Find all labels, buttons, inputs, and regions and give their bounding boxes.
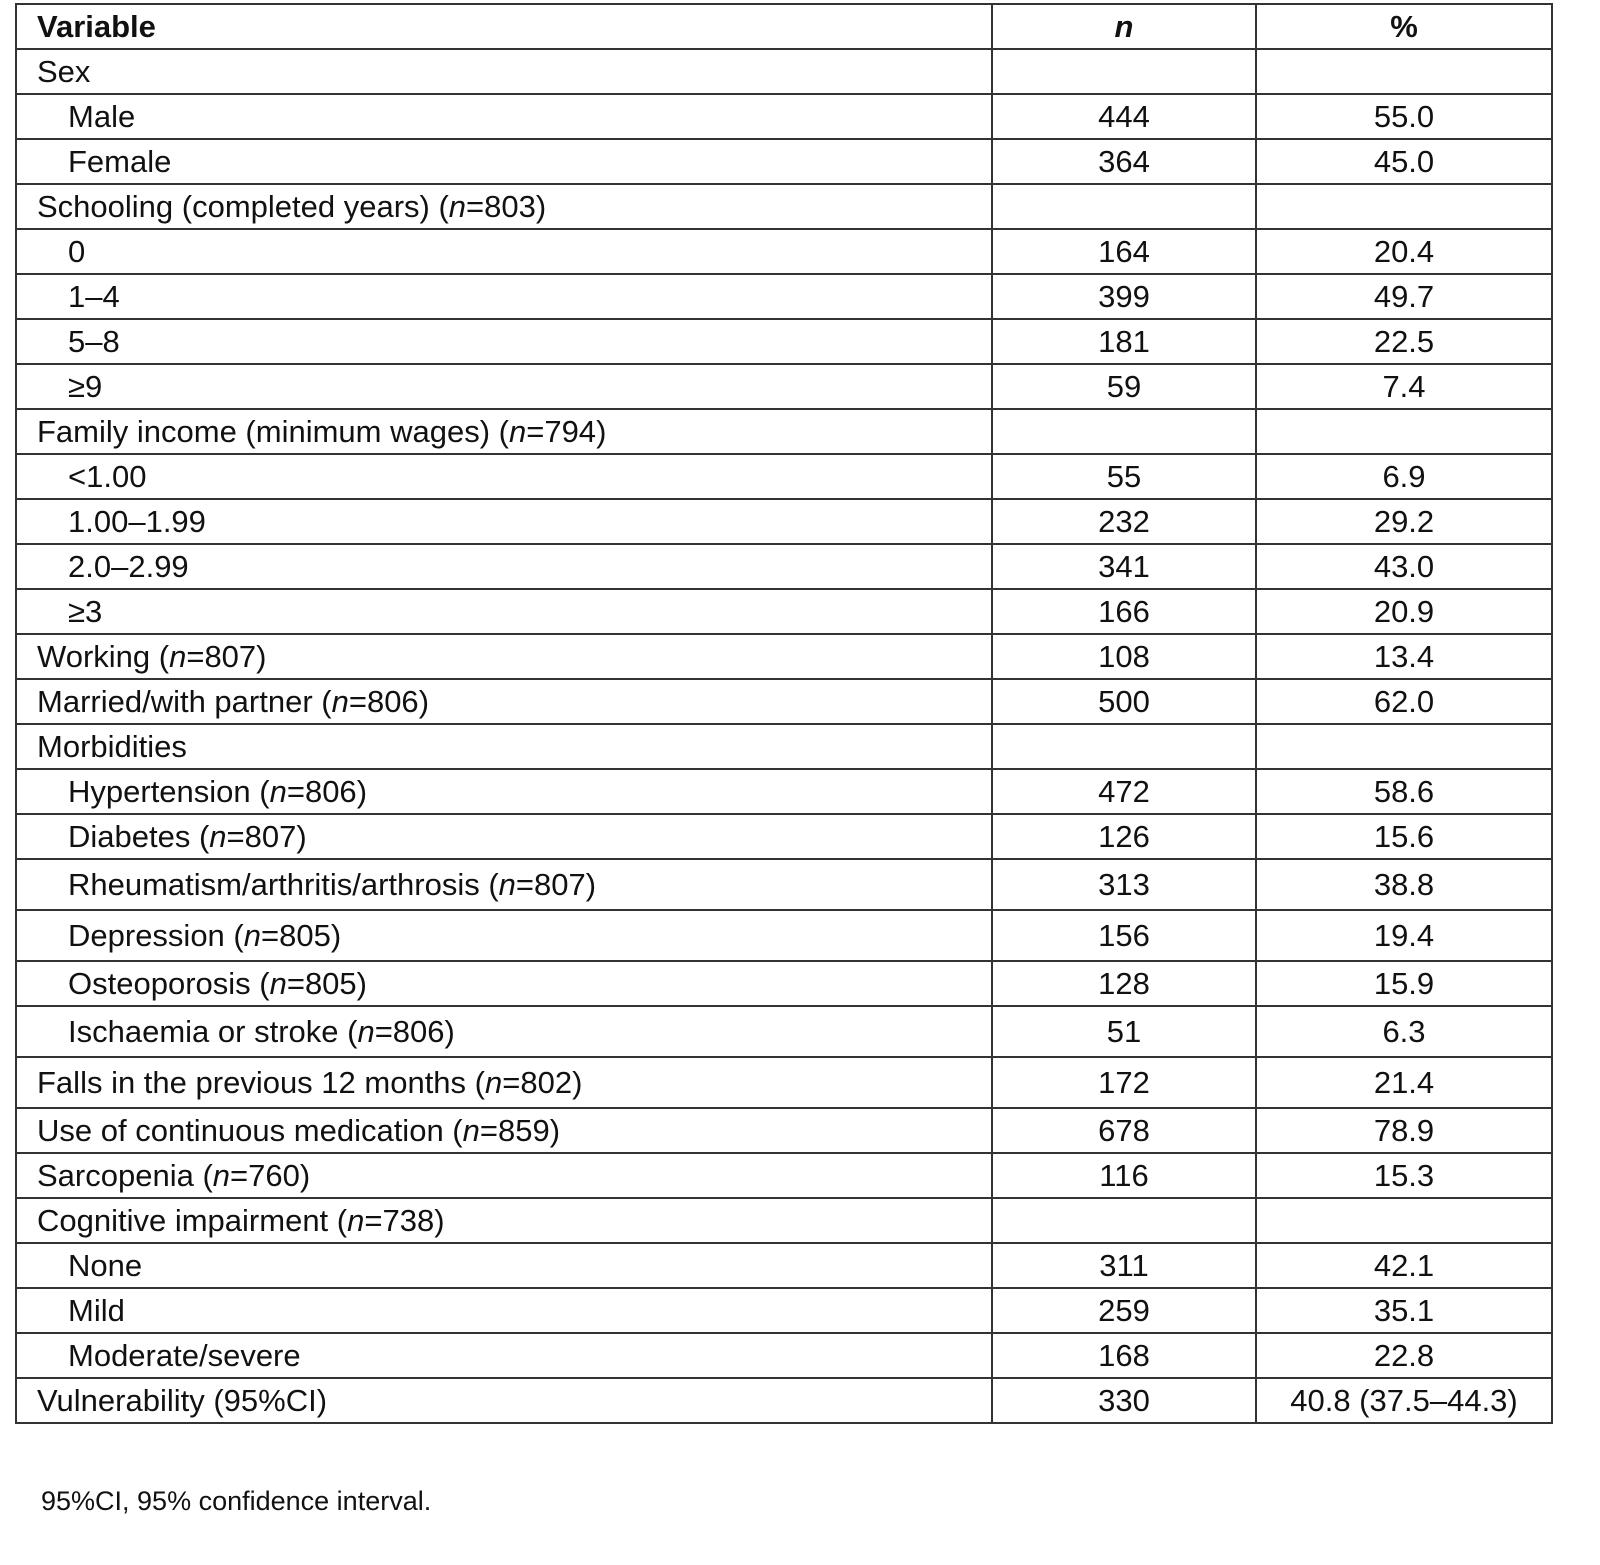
row-n: 116	[992, 1153, 1256, 1198]
row-label	[16, 544, 992, 589]
row-percent	[1256, 49, 1552, 94]
row-n: 500	[992, 679, 1256, 724]
row-percent: 35.1	[1256, 1288, 1552, 1333]
row-n: 172	[992, 1057, 1256, 1108]
table-body	[16, 49, 1552, 1423]
row-sample-size: 794	[544, 414, 597, 449]
row-sample-size: 806	[392, 1014, 445, 1049]
row-n: 259	[992, 1288, 1256, 1333]
row-label-text: 0	[68, 234, 86, 269]
row-label	[16, 274, 992, 319]
row-label	[16, 229, 992, 274]
row-sample-size: 807	[244, 819, 297, 854]
row-percent	[1256, 1198, 1552, 1243]
row-percent: 20.9	[1256, 589, 1552, 634]
n-symbol: n	[209, 819, 227, 854]
row-n: 181	[992, 319, 1256, 364]
row-label-text: Cognitive impairment	[37, 1203, 329, 1238]
row-percent: 13.4	[1256, 634, 1552, 679]
table-row	[16, 1006, 1552, 1057]
row-label-text: Depression	[68, 918, 225, 953]
row-percent: 43.0	[1256, 544, 1552, 589]
row-n	[992, 409, 1256, 454]
table-row	[16, 229, 1552, 274]
table-row	[16, 1198, 1552, 1243]
row-n	[992, 184, 1256, 229]
row-percent: 29.2	[1256, 499, 1552, 544]
n-symbol: n	[212, 1158, 231, 1193]
row-sample-size: 806	[304, 774, 357, 809]
table-row	[16, 859, 1552, 910]
row-label-text: Moderate/severe	[68, 1338, 301, 1373]
row-label-text: Hypertension	[68, 774, 251, 809]
row-n: 55	[992, 454, 1256, 499]
row-label	[16, 589, 992, 634]
row-label-text: Falls in the previous 12 months	[37, 1065, 467, 1100]
row-percent: 55.0	[1256, 94, 1552, 139]
table-row	[16, 679, 1552, 724]
row-label-text: Family income (minimum wages)	[37, 414, 491, 449]
row-label	[16, 94, 992, 139]
table-row	[16, 499, 1552, 544]
n-symbol: n	[508, 414, 527, 449]
row-sample-size: 805	[304, 966, 357, 1001]
n-symbol: n	[269, 966, 287, 1001]
row-label: Schooling (completed years) (n=803)	[16, 184, 992, 229]
row-n	[992, 724, 1256, 769]
row-percent: 45.0	[1256, 139, 1552, 184]
row-n: 156	[992, 910, 1256, 961]
row-n	[992, 49, 1256, 94]
row-n	[992, 1198, 1256, 1243]
row-sample-size: 806	[366, 684, 419, 719]
row-n: 341	[992, 544, 1256, 589]
row-label: Depression (n=805)	[16, 910, 992, 961]
row-percent	[1256, 184, 1552, 229]
table-footnote: 95%CI, 95% confidence interval.	[41, 1486, 432, 1516]
row-label-text: Mild	[68, 1293, 125, 1328]
row-label-text: 2.0–2.99	[68, 549, 189, 584]
row-label: Use of continuous medication (n=859)	[16, 1108, 992, 1153]
table-row	[16, 319, 1552, 364]
row-label: Hypertension (n=806)	[16, 769, 992, 814]
table-row	[16, 1333, 1552, 1378]
n-symbol: n	[462, 1113, 480, 1148]
row-n: 168	[992, 1333, 1256, 1378]
table-row	[16, 454, 1552, 499]
row-n: 59	[992, 364, 1256, 409]
row-n: 330	[992, 1378, 1256, 1423]
row-percent: 7.4	[1256, 364, 1552, 409]
table-row	[16, 409, 1552, 454]
row-percent: 15.3	[1256, 1153, 1552, 1198]
row-n: 444	[992, 94, 1256, 139]
row-label: Cognitive impairment (n=738)	[16, 1198, 992, 1243]
row-label	[16, 1333, 992, 1378]
n-symbol: n	[485, 1065, 503, 1100]
row-sample-size: 803	[484, 189, 536, 224]
table-row	[16, 49, 1552, 94]
row-label-text: Morbidities	[37, 729, 187, 764]
n-symbol: n	[347, 1203, 365, 1238]
row-label-text: Rheumatism/arthritis/arthrosis	[68, 867, 480, 902]
row-label-text: Married/with partner	[37, 684, 313, 719]
row-label	[16, 499, 992, 544]
n-symbol: n	[331, 684, 349, 719]
row-label-text: Ischaemia or stroke	[68, 1014, 339, 1049]
row-label: Rheumatism/arthritis/arthrosis (n=807)	[16, 859, 992, 910]
row-label	[16, 724, 992, 769]
row-n: 128	[992, 961, 1256, 1006]
row-n: 126	[992, 814, 1256, 859]
row-label	[16, 364, 992, 409]
characteristics-table	[15, 3, 1553, 1424]
row-label-text: Use of continuous medication	[37, 1113, 444, 1148]
n-symbol: n	[357, 1014, 375, 1049]
table-row	[16, 910, 1552, 961]
row-sample-size: 859	[497, 1113, 550, 1148]
table-row	[16, 1378, 1552, 1423]
row-label-text: ≥9	[68, 369, 103, 404]
table-row	[16, 1108, 1552, 1153]
row-label: Sarcopenia (n=760)	[16, 1153, 992, 1198]
table-row	[16, 544, 1552, 589]
n-symbol: n	[269, 774, 287, 809]
row-percent: 42.1	[1256, 1243, 1552, 1288]
table-row	[16, 1057, 1552, 1108]
row-percent: 19.4	[1256, 910, 1552, 961]
row-percent: 6.9	[1256, 454, 1552, 499]
row-label: Diabetes (n=807)	[16, 814, 992, 859]
table-row	[16, 1243, 1552, 1288]
row-label	[16, 139, 992, 184]
n-symbol: n	[169, 639, 187, 674]
row-n: 232	[992, 499, 1256, 544]
row-label-text: 1–4	[68, 279, 120, 314]
row-label-text: 1.00–1.99	[68, 504, 206, 539]
row-label: Osteoporosis (n=805)	[16, 961, 992, 1006]
row-sample-size: 807	[204, 639, 257, 674]
row-label-text: Sarcopenia	[37, 1158, 194, 1193]
table-row	[16, 814, 1552, 859]
row-percent: 49.7	[1256, 274, 1552, 319]
row-sample-size: 738	[382, 1203, 435, 1238]
table-row	[16, 769, 1552, 814]
row-n: 472	[992, 769, 1256, 814]
row-percent: 22.5	[1256, 319, 1552, 364]
n-symbol: n	[448, 189, 467, 224]
row-percent	[1256, 409, 1552, 454]
header-row	[16, 4, 1552, 49]
row-n: 166	[992, 589, 1256, 634]
row-n: 51	[992, 1006, 1256, 1057]
header-percent: %	[1256, 4, 1552, 49]
row-label	[16, 1288, 992, 1333]
row-percent: 58.6	[1256, 769, 1552, 814]
row-percent: 22.8	[1256, 1333, 1552, 1378]
row-percent: 38.8	[1256, 859, 1552, 910]
row-n: 313	[992, 859, 1256, 910]
row-label-text: ≥3	[68, 594, 103, 629]
row-label	[16, 1243, 992, 1288]
row-label: Ischaemia or stroke (n=806)	[16, 1006, 992, 1057]
row-n: 311	[992, 1243, 1256, 1288]
row-n: 364	[992, 139, 1256, 184]
row-percent	[1256, 724, 1552, 769]
row-n: 108	[992, 634, 1256, 679]
row-label	[16, 1378, 992, 1423]
n-symbol: n	[243, 918, 261, 953]
row-label-text: Working	[37, 639, 151, 674]
table-row	[16, 1153, 1552, 1198]
header-variable: Variable	[16, 4, 992, 49]
row-sample-size: 760	[248, 1158, 300, 1193]
table-row	[16, 139, 1552, 184]
row-percent: 20.4	[1256, 229, 1552, 274]
table-row	[16, 364, 1552, 409]
table-row	[16, 634, 1552, 679]
row-sample-size: 807	[534, 867, 586, 902]
table-row	[16, 274, 1552, 319]
row-percent: 15.6	[1256, 814, 1552, 859]
table-row	[16, 961, 1552, 1006]
row-label-text: None	[68, 1248, 143, 1283]
table-row	[16, 94, 1552, 139]
table-row	[16, 724, 1552, 769]
table-row	[16, 184, 1552, 229]
n-symbol: n	[498, 867, 516, 902]
row-n: 678	[992, 1108, 1256, 1153]
row-label: Working (n=807)	[16, 634, 992, 679]
row-label-text: <1.00	[68, 459, 147, 494]
row-percent: 21.4	[1256, 1057, 1552, 1108]
row-label	[16, 454, 992, 499]
row-label-text: Female	[68, 144, 172, 179]
row-percent: 6.3	[1256, 1006, 1552, 1057]
row-percent: 15.9	[1256, 961, 1552, 1006]
row-label: Falls in the previous 12 months (n=802)	[16, 1057, 992, 1108]
table-row	[16, 589, 1552, 634]
row-label-text: Vulnerability (95%CI)	[37, 1383, 328, 1418]
row-sample-size: 802	[520, 1065, 573, 1100]
row-n: 164	[992, 229, 1256, 274]
row-label-text: Male	[68, 99, 136, 134]
row-percent: 40.8 (37.5–44.3)	[1256, 1378, 1552, 1423]
table-row	[16, 1288, 1552, 1333]
row-label-text: Diabetes	[68, 819, 191, 854]
row-percent: 62.0	[1256, 679, 1552, 724]
row-label-text: Sex	[37, 54, 91, 89]
row-label-text: 5–8	[68, 324, 120, 359]
row-label	[16, 319, 992, 364]
row-sample-size: 805	[279, 918, 331, 953]
row-label	[16, 49, 992, 94]
row-n: 399	[992, 274, 1256, 319]
row-label: Family income (minimum wages) (n=794)	[16, 409, 992, 454]
header-n: n	[992, 4, 1256, 49]
row-label: Married/with partner (n=806)	[16, 679, 992, 724]
row-percent: 78.9	[1256, 1108, 1552, 1153]
row-label-text: Osteoporosis	[68, 966, 251, 1001]
row-label-text: Schooling (completed years)	[37, 189, 430, 224]
